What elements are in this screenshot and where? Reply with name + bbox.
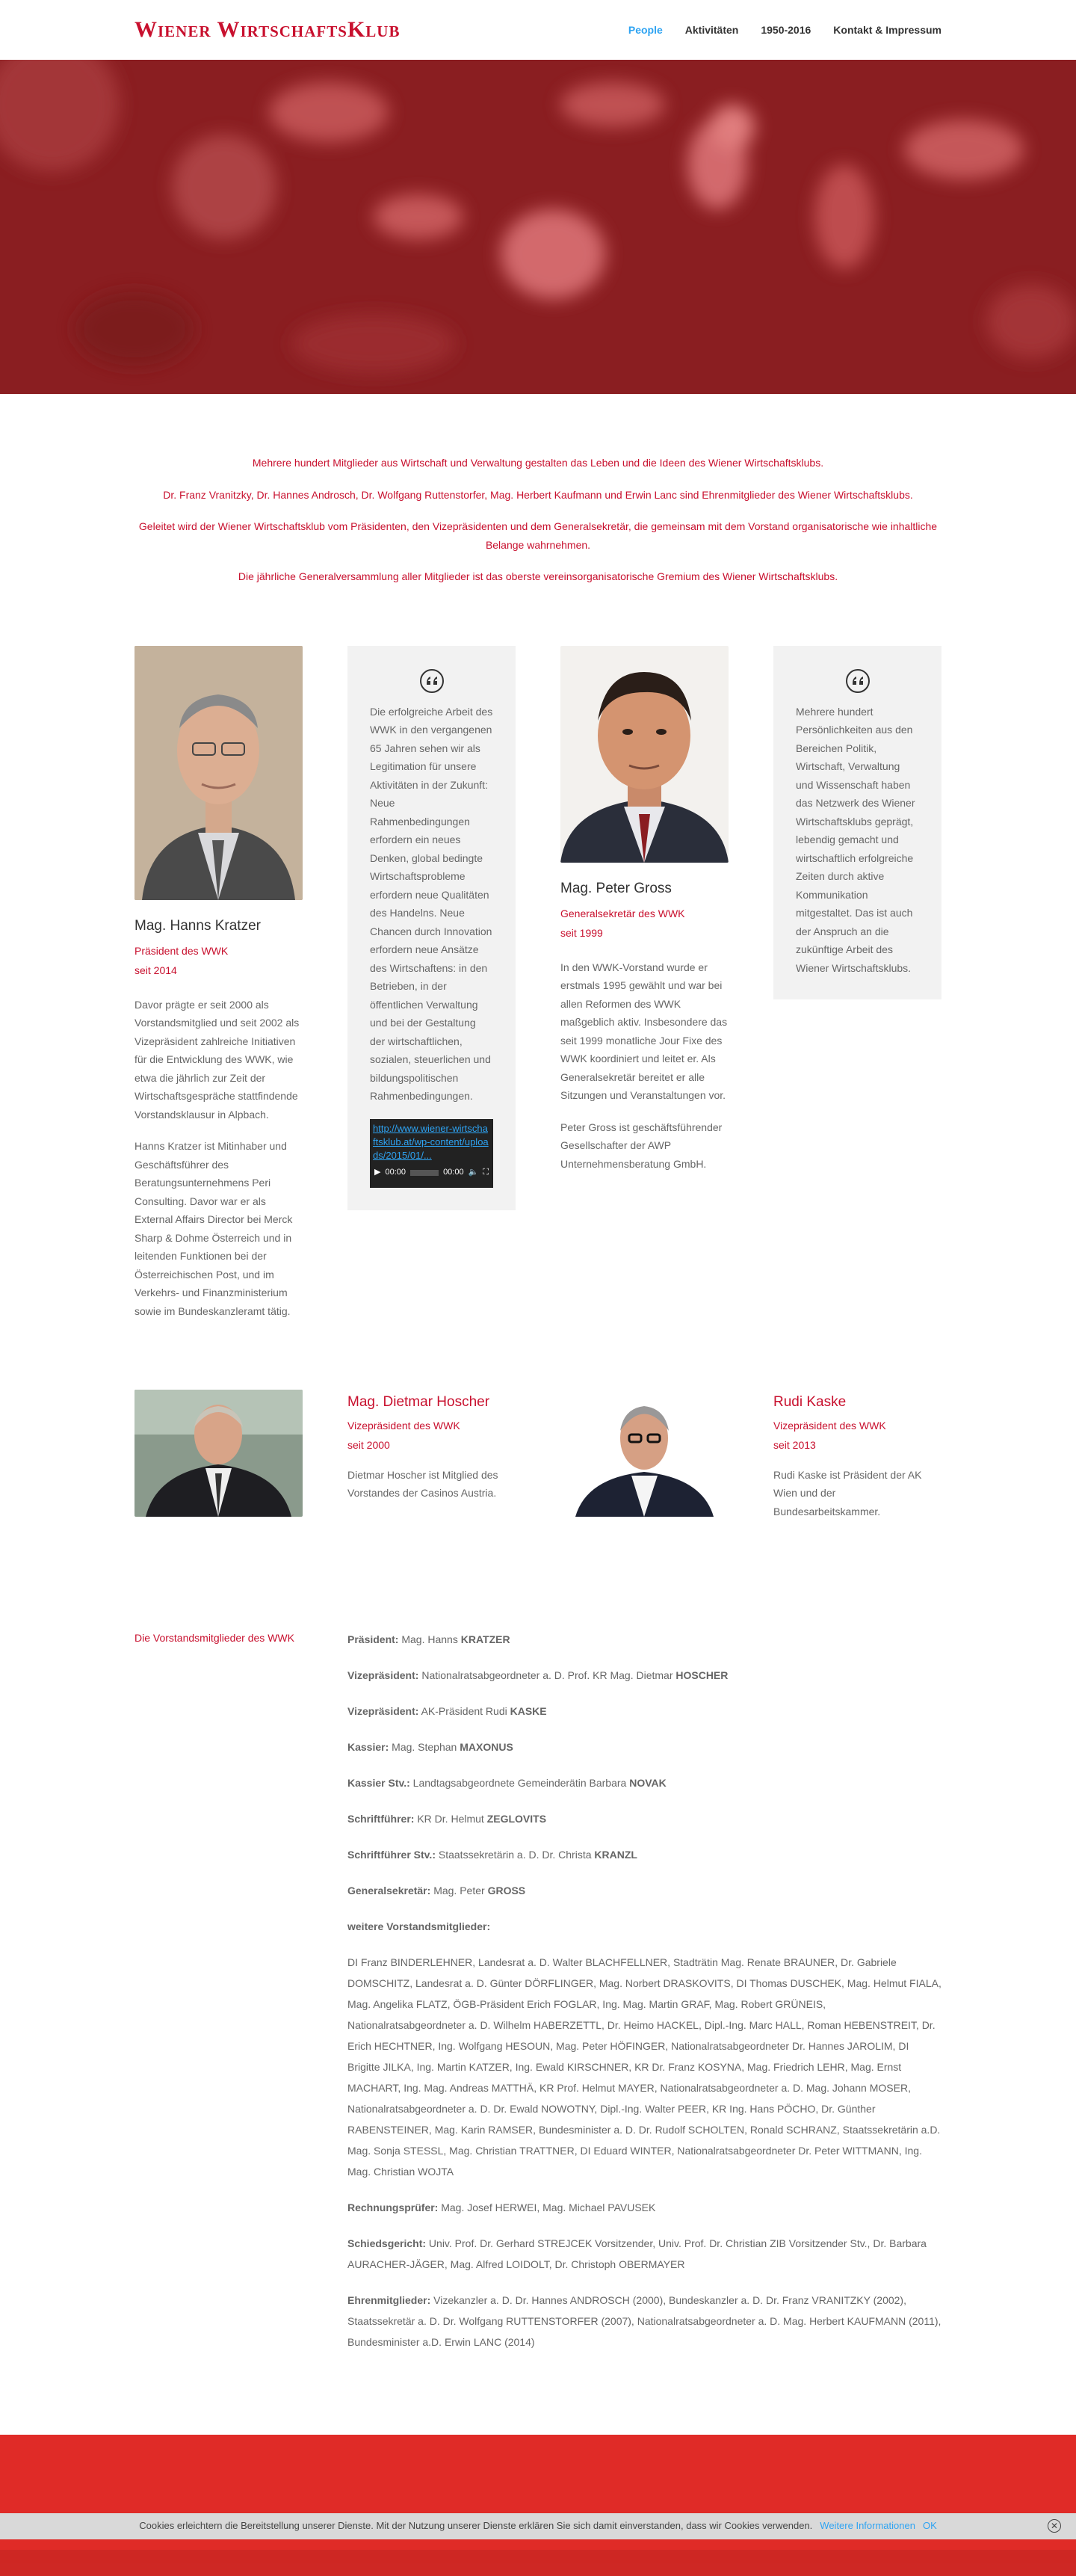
bio-paragraph: Peter Gross ist geschäftsführender Gesellschafter der AWP Unternehmensberatung GmbH. — [560, 1121, 723, 1170]
audio-progress-bar[interactable] — [410, 1170, 439, 1176]
board-entry: Schriftführer Stv.: Staatssekretärin a. D. Dr. Christa KRANZL — [347, 1848, 637, 1861]
intro-text: Geleitet wird der Wiener Wirtschaftsklub vom Präsidenten, den Vizepräsidenten und dem Generalsekretär, die gemeinsam mit dem Vorstand organisatorische wie inhaltliche Belange wahrnehmen. — [138, 520, 938, 551]
board-entry: Vizepräsident: Nationalratsabgeordneter a. D. Prof. KR Mag. Dietmar HOSCHER — [347, 1668, 729, 1681]
board-list — [347, 1629, 942, 2367]
site-logo[interactable]: Wiener WirtschaftsKlub — [134, 16, 401, 42]
leadership-row — [134, 629, 942, 1390]
quote-column-1 — [347, 646, 516, 1390]
hoscher-portrait — [134, 1390, 303, 1517]
intro-section — [134, 394, 942, 629]
kaske-photo-column — [560, 1390, 729, 1629]
board-entry: Generalsekretär: Mag. Peter GROSS — [347, 1884, 526, 1896]
kratzer-portrait — [134, 646, 303, 900]
quote-box — [773, 646, 942, 1000]
board-rechnungspruefer: Rechnungsprüfer: Mag. Josef HERWEI, Mag. Michael PAVUSEK — [347, 2201, 656, 2213]
audio-player[interactable] — [370, 1119, 493, 1188]
audio-controls — [374, 1164, 489, 1182]
role-since: seit 2000 — [347, 1439, 390, 1452]
role-title: Vizepräsident des WWK — [347, 1419, 460, 1432]
role-since: seit 1999 — [560, 927, 603, 940]
bio-paragraph: Hanns Kratzer ist Mitinhaber und Geschäftsführer des Beratungsunternehmens Peri Consulting. Davor war er als External Affairs Director bei Merck Sharp & Dohme Österreich und in leitenden Funktionen bei der Österreichischen Post, und im Verkehrs- und Finanzministerium sowie im Bundeskanzleramt tätig. — [134, 1140, 293, 1317]
audio-time-current: 00:00 — [385, 1167, 406, 1177]
quote-icon — [419, 668, 445, 694]
audio-time-total: 00:00 — [443, 1167, 464, 1177]
hero-background-image — [0, 60, 1076, 394]
role-title: Vizepräsident des WWK — [773, 1419, 886, 1432]
board-entry: Kassier: Mag. Stephan MAXONUS — [347, 1740, 513, 1753]
person-name: Mag. Peter Gross — [560, 880, 672, 896]
quote-column-2 — [773, 646, 942, 1390]
play-icon[interactable]: ▶ — [374, 1167, 381, 1177]
cookie-more-link[interactable]: Weitere Informationen — [820, 2520, 915, 2532]
person-card-kaske — [773, 1390, 942, 1629]
vice-presidents-row — [134, 1390, 942, 1629]
person-bio: Rudi Kaske ist Präsident der AK Wien und der Bundesarbeitskammer. — [773, 1468, 922, 1517]
quote-text: Mehrere hundert Persönlichkeiten aus den Bereichen Politik, Wirtschaft, Verwaltung und Wissenschaft haben das Netzwerk des Wiener Wirtschaftsklubs geprägt, lebendig gemacht und wirtschaftlich erfolgreiche Zeiten durch aktive Kommunikation mitgestaltet. Das ist auch der Anspruch an die zukünftige Arbeit des Wiener Wirtschaftsklubs. — [796, 705, 915, 974]
role-title: Präsident des WWK — [134, 944, 229, 957]
cookie-text: Cookies erleichtern die Bereitstellung unserer Dienste. Mit der Nutzung unserer Dienste erklären Sie sich damit einverstanden, dass wir Cookies verwenden. — [139, 2520, 813, 2532]
nav-aktivitaeten[interactable]: Aktivitäten — [684, 23, 739, 36]
nav-people[interactable]: People — [628, 23, 663, 36]
site-footer — [0, 2435, 1076, 2576]
board-weitere-list: DI Franz BINDERLEHNER, Landesrat a. D. Walter BLACHFELLNER, Stadträtin Mag. Renate BRAUNER, Dr. Gabriele DOMSCHITZ, Landesrat a. D. Günter DÖRFLINGER, Mag. Norbert DRASKOVITS, DI Thomas DUSCHEK, Mag. Helmut FIALA, Mag. Angelika FLATZ, ÖGB-Präsident Erich FOGLAR, Ing. Mag. Martin GRAF, Mag. Robert GRÜNEIS, Nationalratsabgeordneter a. D. Wilhelm HABERZETTL, Dr. Heimo HACKEL, Dipl.-Ing. Marc HALL, Roman HEBENSTREIT, Dr. Erich HECHTNER, Ing. Wolfgang HESOUN, Mag. Peter HÖFINGER, Nationalratsabgeordneter Dr. Hannes JAROLIM, DI Brigitte JILKA, Ing. Martin KATZER, Ing. Ewald KIRSCHNER, KR Dr. Franz KOSYNA, Mag. Friedrich LEHR, Mag. Ernst MACHART, Ing. Mag. Andreas MATTHÄ, KR Prof. Helmut MAYER, Nationalratsabgeordneter a. D. Mag. Johann MOSER, Nationalratsabgeordneter a. D. Dr. Ewald NOWOTNY, Dipl.-Ing. Walter PEER, KR Ing. Hans PÖCHO, Dr. Günther RABENSTEINER, Mag. Karin RAMSER, Bundesminister a. D. Dr. Rudolf SCHOLTEN, Ronald SCHRANZ, Staatssekretärin a.D. Mag. Sonja STESSL, Mag. Christian TRATTNER, DI Eduard WINTER, Nationalratsabgeordneter Dr. Peter WITTMANN, Ing. Mag. Christian WOJTA — [347, 1956, 942, 2178]
person-name: Mag. Dietmar Hoscher — [347, 1393, 490, 1410]
intro-text: Die jährliche Generalversammlung aller Mitglieder ist das oberste vereinsorganisatorische Gremium des Wiener Wirtschaftsklubs. — [238, 570, 838, 582]
nav-history[interactable]: 1950-2016 — [761, 23, 811, 36]
intro-text: Mehrere hundert Mitglieder aus Wirtschaft und Verwaltung gestalten das Leben und die Ideen des Wiener Wirtschaftsklubs. — [252, 457, 824, 469]
board-heading: Die Vorstandsmitglieder des WWK — [134, 1631, 294, 1644]
person-name: Mag. Hanns Kratzer — [134, 917, 261, 934]
fullscreen-icon[interactable]: ⛶ — [483, 1167, 489, 1177]
audio-link[interactable]: http://www.wiener-wirtschaftsklub.at/wp-content/uploads/2015/01/... — [373, 1122, 489, 1161]
board-ehrenmitglieder: Ehrenmitglieder: Vizekanzler a. D. Dr. Hannes ANDROSCH (2000), Bundeskanzler a. D. Dr. Franz VRANITZKY (2002), Staatssekretär a. D. Dr. Wolfgang RUTTENSTORFER (2007), Nationalratsabgeordneter a. D. Mag. Herbert KAUFMANN (2011), Bundesminister a.D. Erwin LANC (2014) — [347, 2293, 942, 2348]
person-role — [347, 1416, 516, 1455]
main-nav — [628, 21, 942, 40]
volume-icon[interactable]: 🔈 — [468, 1167, 479, 1177]
bio-paragraph: Davor prägte er seit 2000 als Vorstandsmitglied und seit 2002 als Vizepräsident zahlreiche Initiativen für die Entwicklung des WWK, wie etwa die jährlich zur Zeit der Wirtschaftsgespräche stattfindende Vorstandsklausur in Alpbach. — [134, 998, 300, 1121]
cookie-ok-button[interactable]: OK — [922, 2520, 937, 2532]
person-bio: Dietmar Hoscher ist Mitglied des Vorstandes der Casinos Austria. — [347, 1468, 498, 1500]
kaske-portrait — [560, 1390, 729, 1517]
person-bio — [134, 996, 303, 1321]
board-schiedsgericht: Schiedsgericht: Univ. Prof. Dr. Gerhard STREJCEK Vorsitzender, Univ. Prof. Dr. Christian ZIB Vorsitzender Stv., Dr. Barbara AURACHER-JÄGER, Mag. Alfred LOIDOLT, Dr. Christoph OBERMAYER — [347, 2237, 927, 2270]
quote-icon — [845, 668, 871, 694]
person-card-gross — [560, 646, 729, 1390]
board-weitere-heading: weitere Vorstandsmitglieder: — [347, 1920, 491, 1932]
intro-text: Dr. Franz Vranitzky, Dr. Hannes Androsch, Dr. Wolfgang Ruttenstorfer, Mag. Herbert Kaufmann und Erwin Lanc sind Ehrenmitglieder des Wiener Wirtschaftsklubs. — [163, 488, 913, 501]
board-entry: Schriftführer: KR Dr. Helmut ZEGLOVITS — [347, 1812, 547, 1825]
board-entry: Vizepräsident: AK-Präsident Rudi KASKE — [347, 1704, 547, 1717]
board-entry: Präsident: Mag. Hanns KRATZER — [347, 1633, 510, 1645]
quote-box — [347, 646, 516, 1210]
person-card-kratzer — [134, 646, 303, 1390]
person-card-hoscher — [347, 1390, 516, 1629]
person-role — [134, 941, 303, 981]
footer-bottom-bar — [0, 2550, 1076, 2576]
person-role — [560, 904, 729, 943]
person-role — [773, 1416, 942, 1455]
bio-paragraph: In den WWK-Vorstand wurde er erstmals 1995 gewählt und war bei allen Reformen des WWK maßgeblich aktiv. Insbesondere das seit 1999 monatliche Jour Fixe des WWK koordiniert und leitet er. Als Generalsekretär bereitet er alle Sitzungen und Veranstaltungen vor. — [560, 961, 728, 1102]
site-header — [0, 0, 1076, 60]
board-entry: Kassier Stv.: Landtagsabgeordnete Gemeinderätin Barbara NOVAK — [347, 1776, 667, 1789]
person-name: Rudi Kaske — [773, 1393, 847, 1410]
quote-text: Die erfolgreiche Arbeit des WWK in den vergangenen 65 Jahren sehen wir als Legitimation für unsere Aktivitäten in der Zukunft: Neue Rahmenbedingungen erfordern ein neues Denken, global bedingte Wirtschaftsprobleme erfordern neue Qualitäten des Handelns. Neue Chancen durch Innovation erfordern neue Ansätze des Wirtschaftens: in den Betrieben, in der öffentlichen Verwaltung und bei der Gestaltung der wirtschaftlichen, sozialen, steuerlichen und bildungspolitischen Rahmenbedingungen. — [370, 705, 493, 1102]
hero-banner — [0, 60, 1076, 394]
cookie-banner — [0, 2513, 1076, 2539]
hoscher-photo-column — [134, 1390, 303, 1629]
role-since: seit 2014 — [134, 964, 177, 977]
nav-kontakt[interactable]: Kontakt & Impressum — [833, 23, 942, 36]
gross-portrait — [560, 646, 729, 863]
role-since: seit 2013 — [773, 1439, 816, 1452]
person-bio — [560, 958, 729, 1174]
role-title: Generalsekretär des WWK — [560, 907, 685, 919]
close-icon[interactable]: ✕ — [1048, 2519, 1061, 2533]
board-section — [134, 1629, 942, 2412]
